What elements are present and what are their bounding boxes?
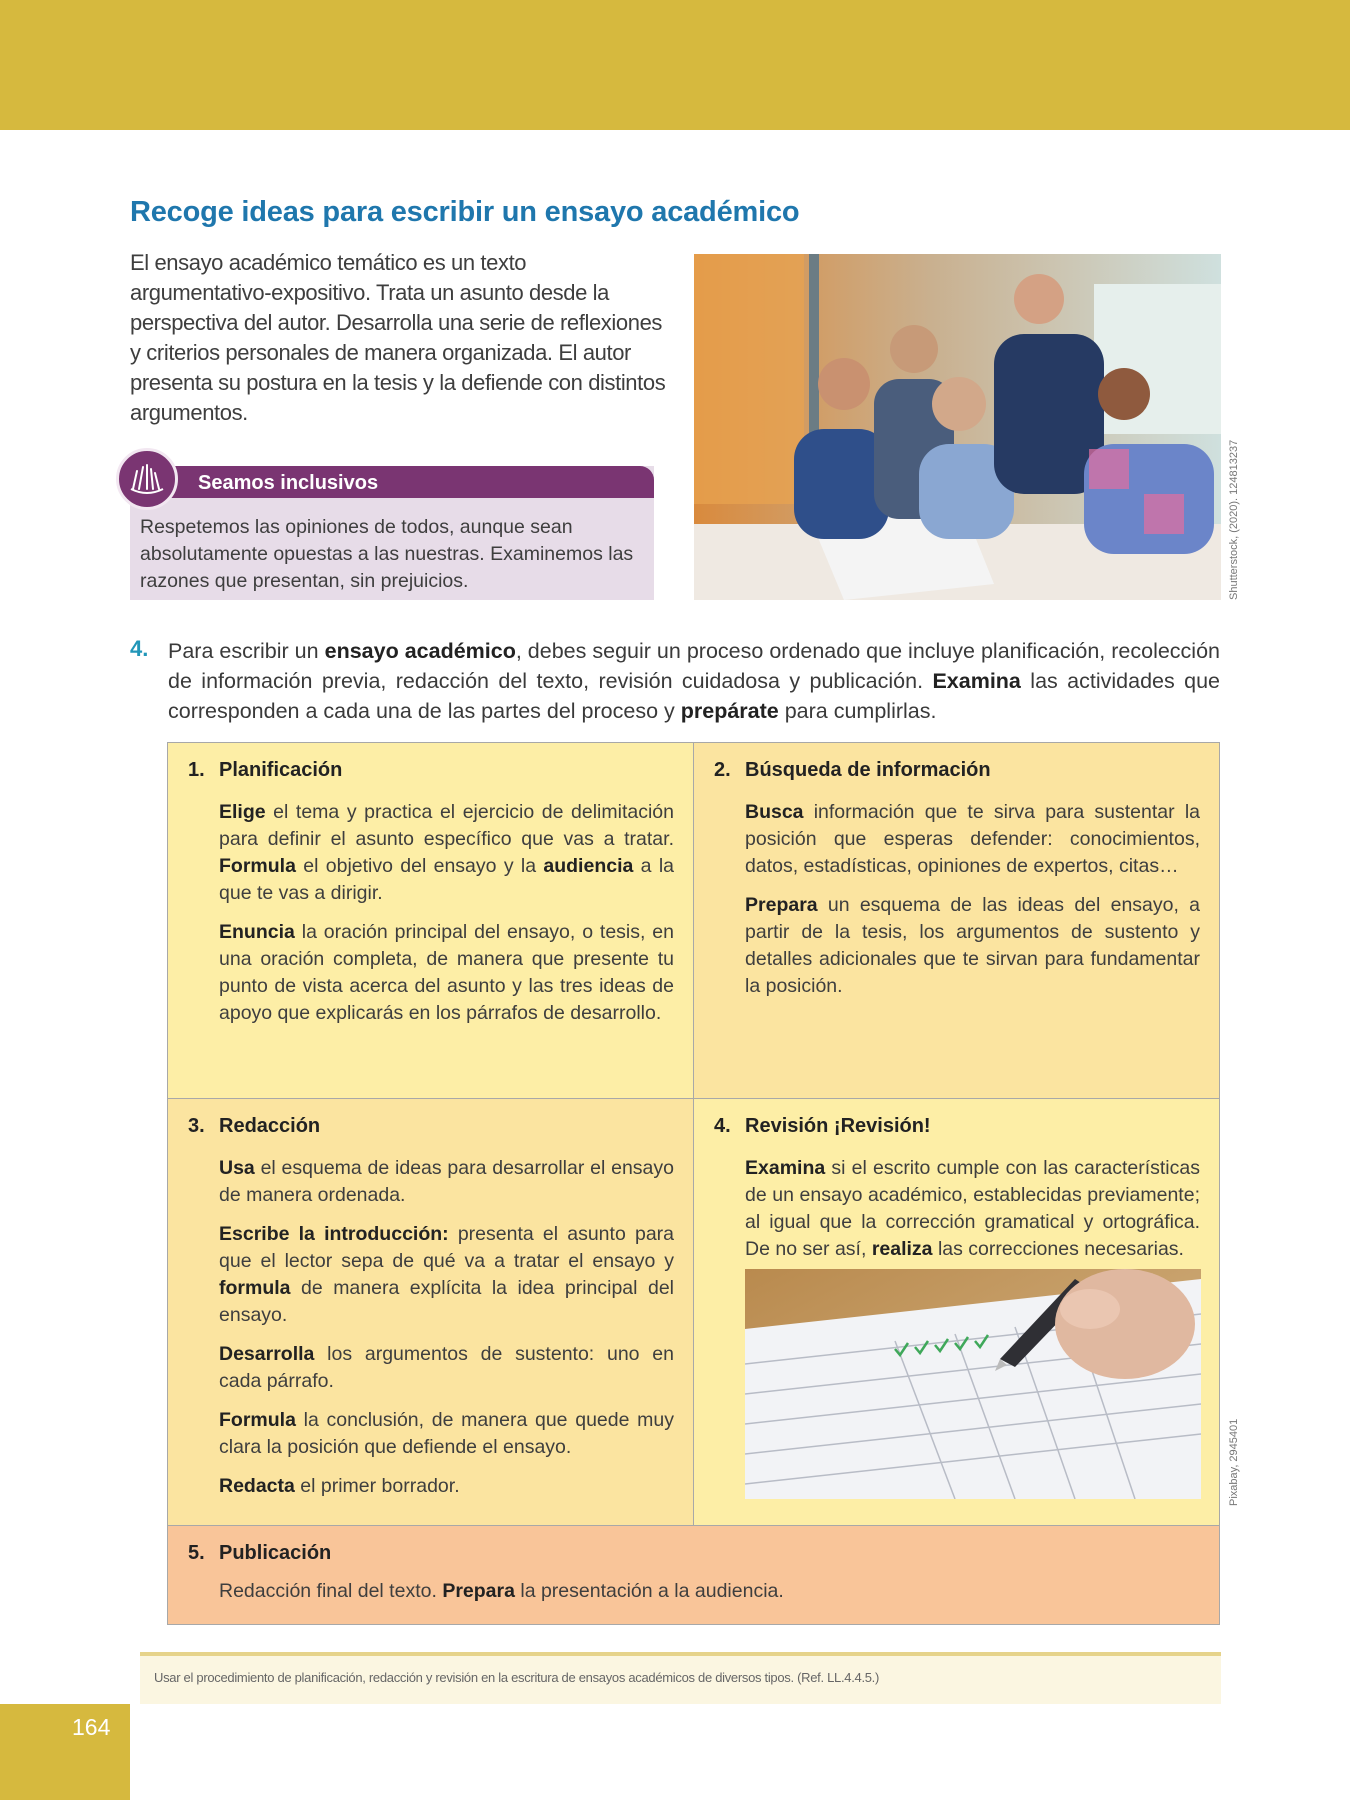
step-paragraph: Elige el tema y practica el ejercicio de delimitación para definir el asunto específico que vas a tratar. Formula el objetivo del ensayo y la audiencia a la que te vas a dirigir. bbox=[219, 801, 675, 904]
step-paragraph: Redacción final del texto. Prepara la presentación a la audiencia. bbox=[219, 1580, 784, 1602]
intro-paragraph: El ensayo académico temático es un texto argumentativo-expositivo. Trata un asunto desde la perspectiva del autor. Desarrolla una serie de reflexiones y criterios personales de manera organizada. El autor presenta su postura en la tesis y la defiende con distintos argumentos. bbox=[130, 250, 666, 425]
step-title: 4. Revisión ¡Revisión! bbox=[714, 1115, 931, 1137]
curriculum-note bbox=[140, 1652, 1221, 1704]
page-title: Recoge ideas para escribir un ensayo académico bbox=[130, 196, 800, 228]
step-paragraph: Escribe la introducción: presenta el asunto para que el lector sepa de qué va a tratar el ensayo y formula de manera explícita la idea principal del ensayo. bbox=[219, 1223, 674, 1326]
step-busqueda bbox=[694, 743, 1219, 1099]
page-number-box bbox=[0, 1704, 130, 1800]
top-color-band bbox=[0, 0, 1350, 130]
step-paragraph: Desarrolla los argumentos de sustento: uno en cada párrafo. bbox=[219, 1343, 674, 1392]
photo-credit-1: Shutterstock, (2020). 124813237 bbox=[1228, 439, 1240, 600]
inclusive-header bbox=[130, 466, 654, 498]
step-paragraph: Enuncia la oración principal del ensayo, o tesis, en una oración completa, de manera que presente tu punto de vista acerca del asunto y las tres ideas de apoyo que explicarás en los párrafos de desarrollo. bbox=[219, 921, 674, 1024]
step-paragraph: Prepara un esquema de las ideas del ensayo, a partir de la tesis, los argumentos de sustento y detalles adicionales que te sirvan para fundamentar la posición. bbox=[745, 894, 1200, 997]
step-revision bbox=[694, 1099, 1219, 1525]
hands-icon bbox=[116, 448, 178, 510]
page-number: 164 bbox=[72, 1714, 111, 1740]
step-paragraph: Redacta el primer borrador. bbox=[219, 1475, 460, 1497]
step-title: 5. Publicación bbox=[188, 1542, 332, 1564]
step-paragraph: Formula la conclusión, de manera que quede muy clara la posición que defiende el ensayo. bbox=[219, 1409, 674, 1458]
step-paragraph: Busca información que te sirva para sustentar la posición que esperas defender: conocimientos, datos, estadísticas, opiniones de expertos, citas… bbox=[745, 801, 1200, 877]
question-number: 4. bbox=[130, 636, 149, 661]
step-redaccion bbox=[168, 1099, 694, 1525]
students-photo bbox=[694, 254, 1221, 600]
step-paragraph: Usa el esquema de ideas para desarrollar el ensayo de manera ordenada. bbox=[219, 1157, 674, 1206]
inclusive-heading: Seamos inclusivos bbox=[198, 472, 379, 494]
curriculum-note-text: Usar el procedimiento de planificación, redacción y revisión en la escritura de ensayos académicos de diversos tipos. (Ref. LL.4.4.5.) bbox=[154, 1670, 880, 1685]
step-publicacion bbox=[168, 1525, 1219, 1624]
step-title: 2. Búsqueda de información bbox=[714, 759, 991, 781]
step-title: 1. Planificación bbox=[188, 759, 343, 781]
question-text: Para escribir un ensayo académico, debes seguir un proceso ordenado que incluye planificación, recolección de información previa, redacción del texto, revisión cuidadosa y publicación. Examina las actividades que corresponden a cada una de las partes del proceso y prepárate para cumplirlas. bbox=[168, 639, 1220, 723]
step-planificacion bbox=[168, 743, 694, 1099]
step-paragraph: Examina si el escrito cumple con las características de un ensayo académico, establecidas previamente; al igual que la corrección gramatical y ortográfica. De no ser así, realiza las correcciones necesarias. bbox=[745, 1157, 1200, 1260]
checklist-photo bbox=[745, 1269, 1201, 1499]
inclusive-text: Respetemos las opiniones de todos, aunque sean absolutamente opuestas a las nuestras. Examinemos las razones que presentan, sin prejuicios. bbox=[140, 516, 634, 592]
process-table bbox=[167, 742, 1220, 1625]
photo-credit-2: Pixabay, 2945401 bbox=[1228, 1418, 1240, 1506]
step-title: 3. Redacción bbox=[188, 1115, 321, 1137]
